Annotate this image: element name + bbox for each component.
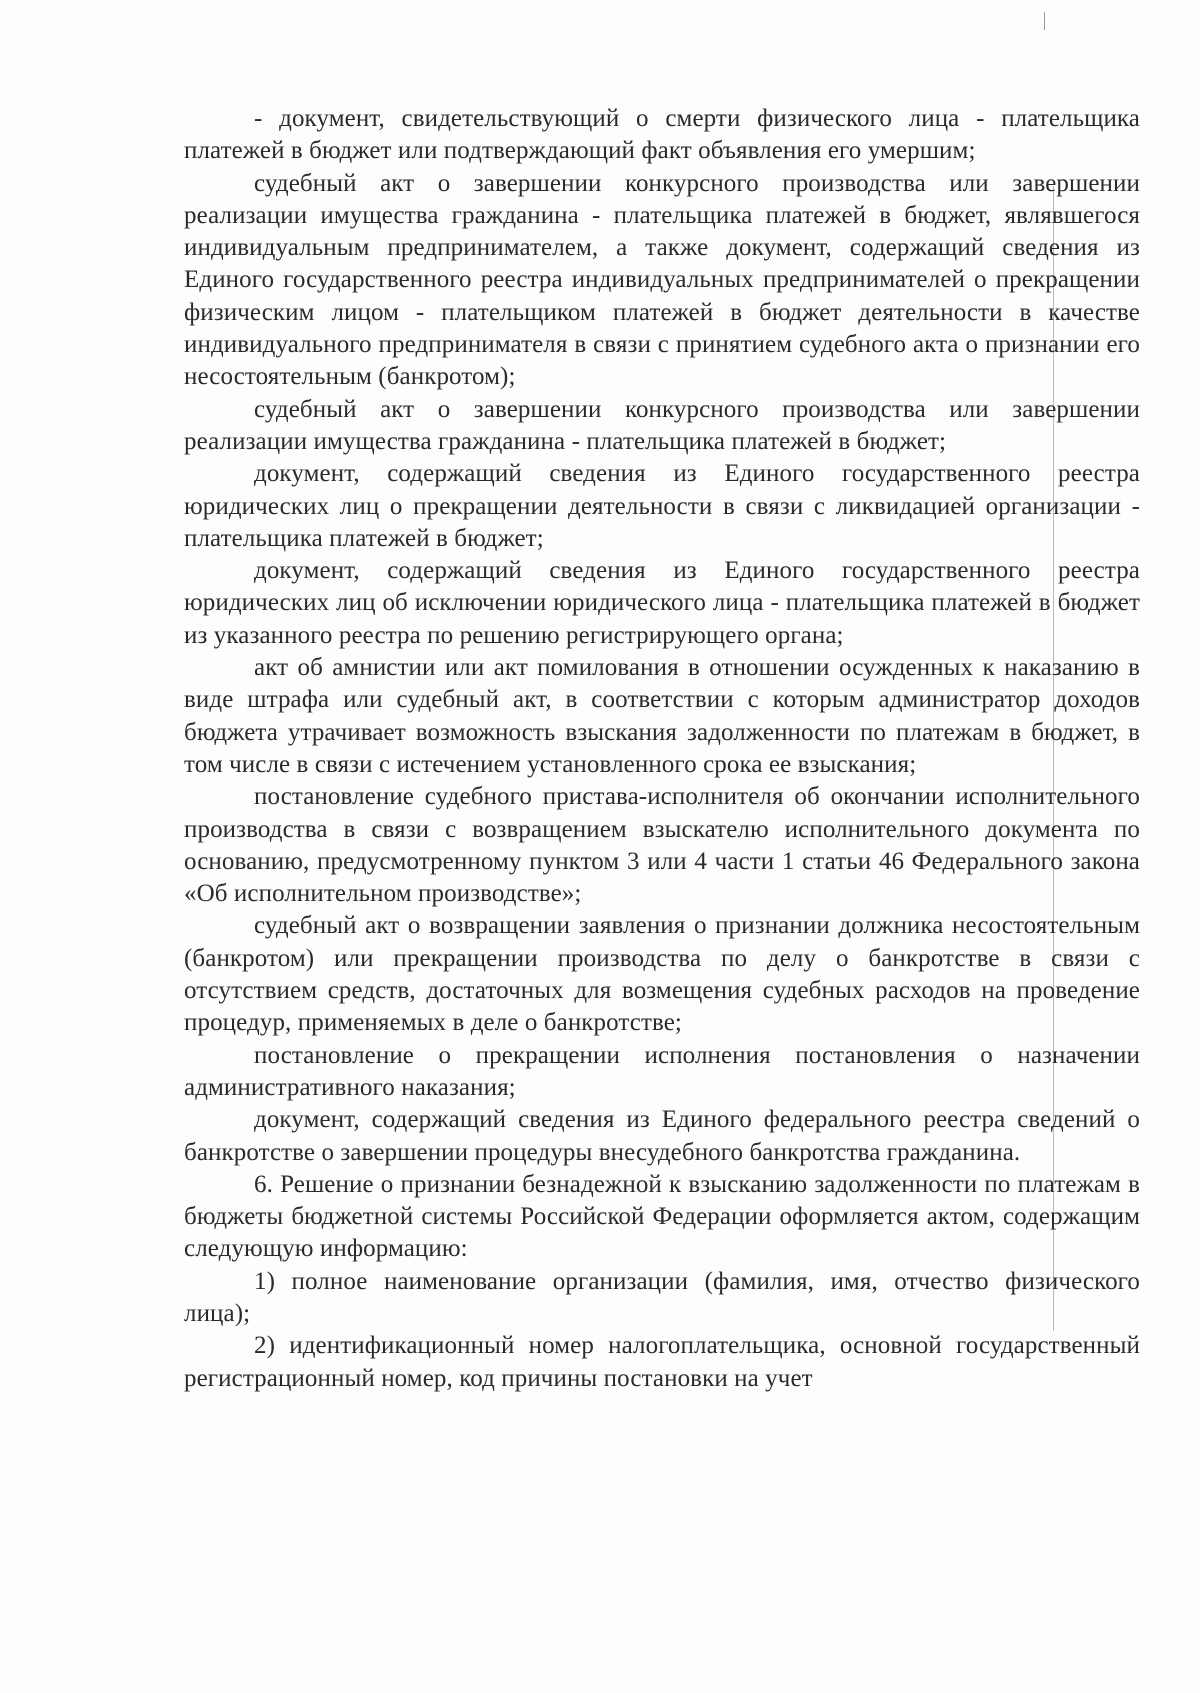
paragraph-item-1: 1) полное наименование организации (фамилия, имя, отчество физического лица); — [184, 1267, 1140, 1327]
paragraph-termination-of-execution: постановление о прекращении исполнения постановления о назначении административного наказания; — [184, 1041, 1140, 1101]
paragraph-section-6: 6. Решение о признании безнадежной к взысканию задолженности по платежам в бюджеты бюджетной системы Российской Федерации оформляется актом, содержащим следующую информацию: — [184, 1170, 1140, 1263]
paragraph-amnesty: акт об амнистии или акт помилования в отношении осужденных к наказанию в виде штрафа или судебный акт, в соответствии с которым администратор доходов бюджета утрачивает возможность взыскания задолженности по платежам в бюджет, в том числе в связи с истечением установленного срока ее взыскания; — [184, 654, 1140, 778]
paragraph-bankruptcy-entrepreneur: судебный акт о завершении конкурсного производства или завершении реализации имущества гражданина - плательщика платежей в бюджет, являвшегося индивидуальным предпринимателем, а также документ, содержащий сведения из Единого государственного реестра индивидуальных предпринимателей о прекращении физическим лицом - плательщиком платежей в бюджет деятельности в качестве индивидуального предпринимателя в связи с принятием судебного акта о признании его несостоятельным (банкротом); — [184, 169, 1140, 391]
scan-artifact-top-mark — [1044, 12, 1045, 30]
paragraph-item-2: 2) идентификационный номер налогоплательщика, основной государственный регистрационный номер, код причины постановки на учет — [184, 1332, 1140, 1392]
paragraph-bailiff-resolution: постановление судебного пристава-исполнителя об окончании исполнительного производства в связи с возвращением взыскателю исполнительного документа по основанию, предусмотренному пунктом 3 или 4 части 1 статьи 46 Федерального закона «Об исполнительном производстве»; — [184, 783, 1140, 908]
paragraph-bankruptcy-citizen: судебный акт о завершении конкурсного производства или завершении реализации имущества гражданина - плательщика платежей в бюджет; — [184, 395, 1140, 455]
paragraph-liquidation: документ, содержащий сведения из Единого государственного реестра юридических лиц о прекращении деятельности в связи с ликвидацией организации - плательщика платежей в бюджет; — [184, 460, 1140, 552]
paragraph-death-document: - документ, свидетельствующий о смерти физического лица - плательщика платежей в бюджет или подтверждающий факт объявления его умершим; — [184, 105, 1140, 165]
document-body — [184, 103, 1140, 1395]
paragraph-bankruptcy-return: судебный акт о возвращении заявления о признании должника несостоятельным (банкротом) или прекращении производства по делу о банкротстве в связи с отсутствием средств, достаточных для возмещения судебных расходов на проведение процедур, применяемых в деле о банкротстве; — [184, 912, 1140, 1037]
paragraph-out-of-court-bankruptcy: документ, содержащий сведения из Единого федерального реестра сведений о банкротстве о завершении процедуры внесудебного банкротства гражданина. — [184, 1106, 1140, 1166]
paragraph-exclusion-from-registry: документ, содержащий сведения из Единого государственного реестра юридических лиц об исключении юридического лица - плательщика платежей в бюджет из указанного реестра по решению регистрирующего органа; — [184, 557, 1140, 649]
